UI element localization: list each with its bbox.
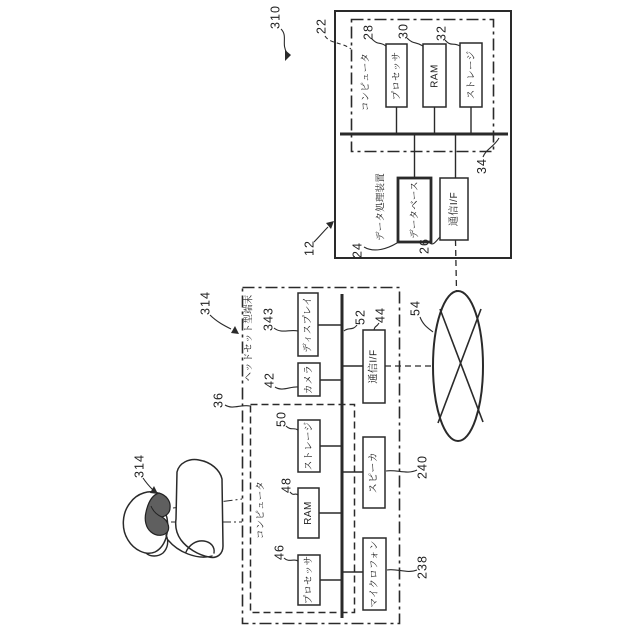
ref-310-arrowhead: [285, 50, 291, 61]
ref-314-wearer: 314: [132, 454, 147, 478]
ref-240-leader: [386, 470, 417, 472]
ref-44: 44: [373, 307, 388, 323]
network-cross-line-2: [438, 309, 481, 423]
ref-54-leader: [420, 317, 433, 332]
ref-36: 36: [211, 392, 226, 408]
server-ram-label: RAM: [429, 64, 441, 88]
headset-ram-label: RAM: [303, 501, 315, 525]
headset-computer-label: コンピュータ: [255, 480, 267, 540]
headset-title-label: ヘッドセット型端末: [243, 294, 255, 382]
ref-314-terminal-arrow-line: [210, 315, 231, 329]
ref-54: 54: [408, 300, 423, 316]
ref-310: 310: [268, 5, 283, 29]
ref-46: 46: [272, 544, 287, 560]
ref-50: 50: [274, 411, 289, 427]
server-title-label: データ処理装置: [375, 173, 387, 241]
wearer-shoulder: [176, 460, 223, 558]
server-computer-label: コンピュータ: [360, 52, 372, 112]
headset-microphone-label: マイクロフォン: [369, 540, 381, 608]
ref-314-terminal: 314: [198, 291, 213, 315]
ref-24-leader: [364, 243, 397, 250]
ref-34-leader: [483, 138, 499, 157]
ref-44-leader: [374, 323, 379, 330]
server-comm-if-label: 通信I/F: [449, 191, 461, 227]
data-processing-device-diagram: [268, 5, 511, 291]
ref-26: 26: [417, 238, 432, 254]
ref-343: 343: [261, 307, 276, 331]
ref-12-arrow-line: [314, 227, 328, 242]
ref-48: 48: [279, 477, 294, 493]
headset-processor-label: プロセッサ: [303, 555, 315, 605]
headset-speaker-label: スピーカ: [368, 451, 380, 494]
ref-32: 32: [434, 25, 449, 41]
ref-240: 240: [415, 455, 430, 479]
ref-12: 12: [302, 240, 317, 256]
server-database-label: データベース: [409, 181, 421, 239]
headset-display-label: ディスプレイ: [302, 296, 314, 353]
server-storage-label: ストレージ: [466, 50, 478, 100]
ref-314-wearer-arrow-line: [143, 478, 153, 490]
ref-22: 22: [314, 18, 329, 34]
server-processor-label: プロセッサ: [391, 51, 403, 101]
ref-52: 52: [353, 309, 368, 325]
ref-314-terminal-arrowhead: [231, 326, 239, 334]
ref-36-leader: [225, 405, 250, 407]
headset-storage-label: ストレージ: [303, 421, 315, 471]
ref-238: 238: [415, 555, 430, 579]
server-connectors: [397, 107, 472, 178]
ref-42-leader: [275, 387, 298, 389]
ref-238-leader: [387, 570, 417, 572]
ref-22-leader: [325, 36, 351, 49]
ref-343-leader: [274, 328, 298, 331]
server-network-link: [456, 240, 457, 291]
ref-42: 42: [262, 372, 277, 388]
ref-310-arrow-line: [281, 29, 287, 53]
headset-camera-label: カメラ: [303, 364, 315, 395]
ref-314-wearer-arrowhead: [150, 486, 158, 494]
ref-34: 34: [474, 158, 489, 174]
ref-30: 30: [396, 23, 411, 39]
headset-terminal-diagram: [198, 288, 429, 624]
network-cross-line-1: [440, 309, 483, 422]
ref-28: 28: [361, 24, 376, 40]
wearer-sketch: [123, 454, 242, 557]
headset-comm-if-label: 通信I/F: [368, 349, 380, 384]
ref-24: 24: [350, 242, 365, 258]
